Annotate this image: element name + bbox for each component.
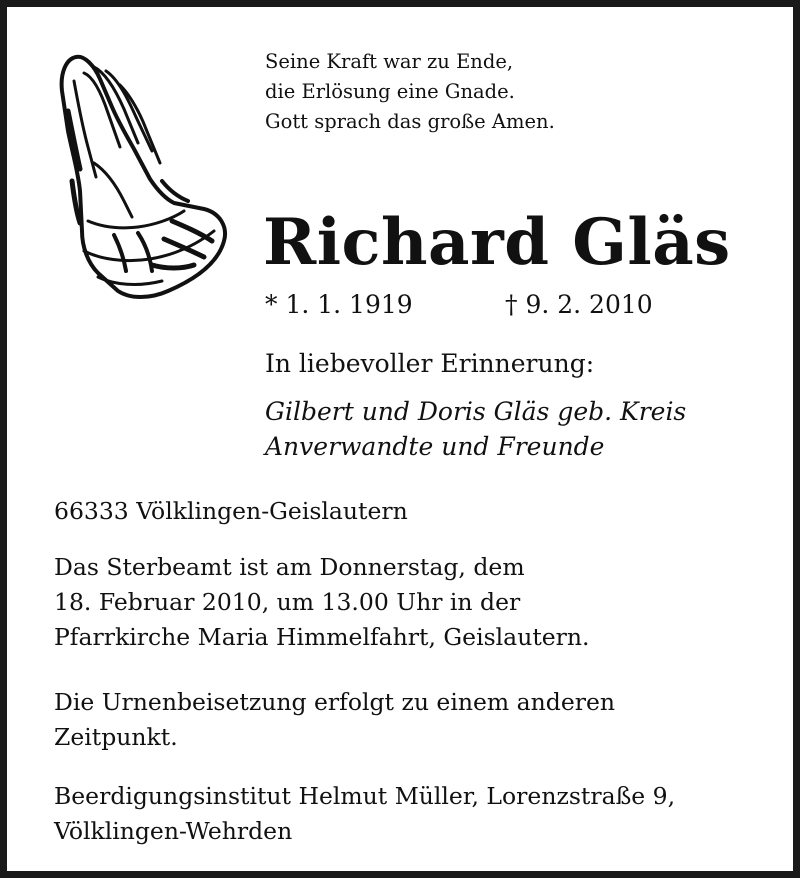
mourners [265,394,686,464]
urn-burial-info [54,685,615,755]
mourner-line: Gilbert und Doris Gläs geb. Kreis [265,397,687,426]
birth-date: * 1. 1. 1919 [265,290,413,319]
poem-line: die Erlösung eine Gnade. [265,80,515,103]
memory-line: In liebevoller Erinnerung: [265,349,595,378]
poem-line: Seine Kraft war zu Ende, [265,50,514,73]
service-line: Das Sterbeamt ist am Donnerstag, dem [54,553,525,581]
service-line: 18. Februar 2010, um 13.00 Uhr in der [54,588,521,616]
urn-line: Zeitpunkt. [54,723,178,751]
poem [265,47,555,137]
service-info [54,550,590,655]
life-dates [265,288,653,322]
city: 66333 Völklingen-Geislautern [54,497,408,525]
deceased-name: Richard Gläs [263,205,731,280]
funeral-home-line: Völklingen-Wehrden [54,817,293,845]
mourner-line: Anverwandte und Freunde [265,432,605,461]
poem-line: Gott sprach das große Amen. [265,110,555,133]
death-date: † 9. 2. 2010 [505,290,653,319]
service-line: Pfarrkirche Maria Himmelfahrt, Geislautern. [54,623,590,651]
funeral-home-line: Beerdigungsinstitut Helmut Müller, Lorenzstraße 9, [54,782,676,810]
urn-line: Die Urnenbeisetzung erfolgt zu einem anderen [54,688,616,716]
funeral-home [54,779,675,849]
praying-hands-icon [54,51,232,303]
